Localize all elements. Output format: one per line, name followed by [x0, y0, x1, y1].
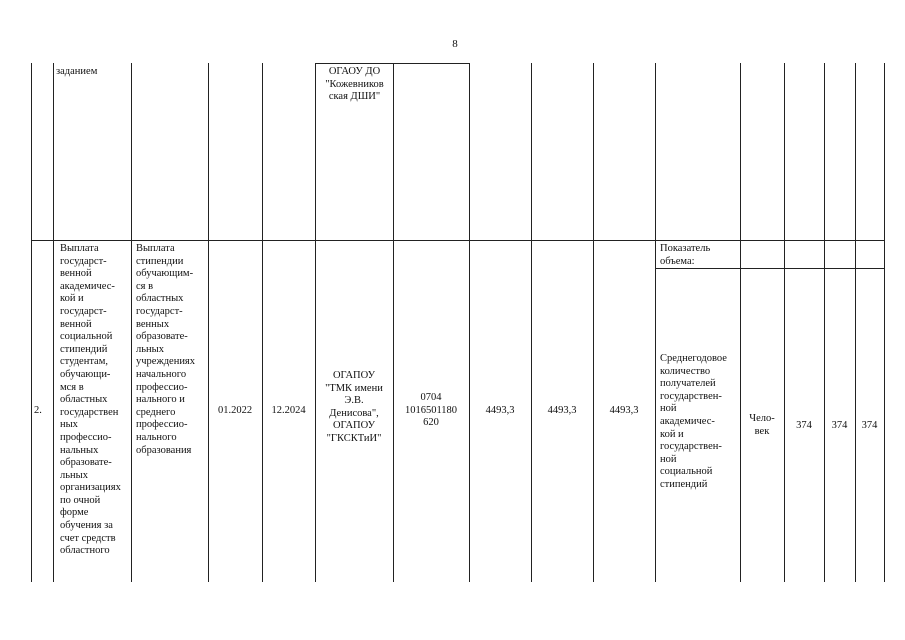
table-border [531, 63, 532, 582]
table-border [31, 240, 885, 241]
table-border [740, 63, 741, 582]
event-description: Выплата стипендии обучающим- ся в областных государст- венных образовате- льных учреждениях начального профессио- нального и среднего профессио- нального образования [136, 243, 196, 456]
table-border [469, 63, 470, 582]
table-border [262, 63, 263, 582]
table-border [655, 63, 656, 582]
indicator-value-2: 374 [831, 420, 848, 431]
amount-year-2: 4493,3 [547, 405, 577, 416]
table-border [593, 63, 594, 582]
table-border [208, 63, 209, 582]
table-border [53, 63, 54, 582]
indicator-value-3: 374 [861, 420, 878, 431]
table-border [315, 63, 469, 64]
amount-year-1: 4493,3 [485, 405, 515, 416]
amount-year-3: 4493,3 [609, 405, 639, 416]
task-tail: заданием [56, 66, 98, 77]
page-number: 8 [452, 38, 458, 50]
table-border [315, 63, 316, 582]
executor-tail: ОГАОУ ДО "Кожевников ская ДШИ" [325, 66, 384, 103]
indicator-name: Среднегодовое количество получателей государствен- ной академичес- кой и государствен- ной социальной стипендий [660, 353, 727, 490]
table-border [884, 63, 885, 582]
table-border [784, 63, 785, 582]
table-border [855, 63, 856, 582]
table-border [31, 63, 32, 582]
table-border [393, 63, 394, 582]
end-date: 12.2024 [271, 405, 306, 416]
executor: ОГАПОУ "ТМК имени Э.В. Денисова", ОГАПОУ "ГКСКТиИ" [325, 370, 383, 444]
table-border [824, 63, 825, 582]
start-date: 01.2022 [217, 405, 253, 416]
row-number: 2. [34, 405, 42, 416]
indicator-header: Показатель объема: [660, 243, 711, 267]
budget-code: 0704 1016501180 620 [404, 392, 458, 429]
unit-of-measure: Чело- век [749, 413, 775, 437]
event-name: Выплата государст- венной академичес- кой и государст- венной социальной стипендий студентам, обучающи- мся в областных государствен ных профессио- нальных образовате- льных организациях по очной форме обучения за счет средств областного [60, 243, 121, 557]
indicator-value-1: 374 [796, 420, 812, 431]
